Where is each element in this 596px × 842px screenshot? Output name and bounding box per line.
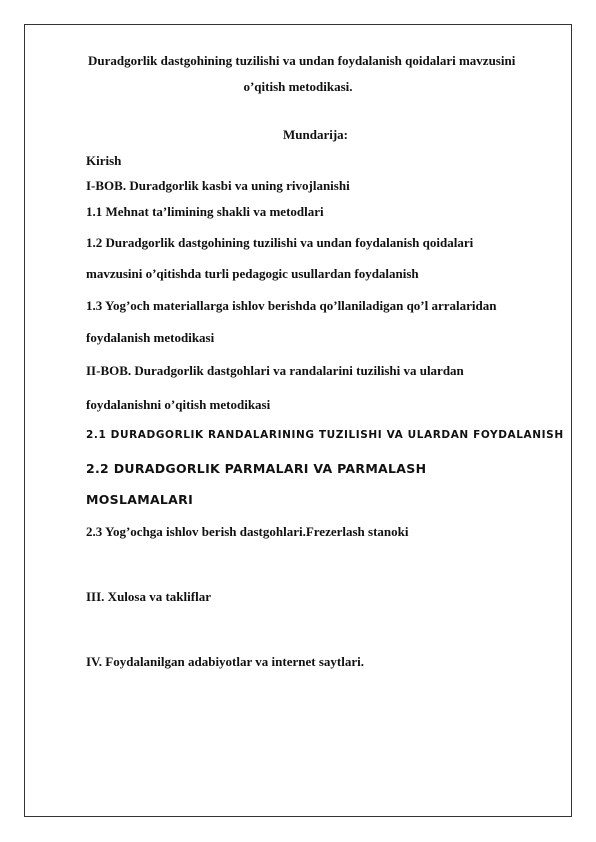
toc-section-2-2-line-2: MOSLAMALARI — [86, 492, 194, 507]
toc-section-1-3-line-2: foydalanish metodikasi — [86, 330, 215, 345]
toc-section-1-2-line-1: 1.2 Duradgorlik dastgohining tuzilishi va undan foydalanish qoidalari — [86, 235, 474, 250]
toc-chapter-2-line-2: foydalanishni o’qitish metodikasi — [86, 397, 271, 412]
toc-section-1-3-line-1: 1.3 Yog’och materiallarga ishlov berishda qo’llaniladigan qo’l arralaridan — [86, 298, 497, 313]
document-title-line-1: Duradgorlik dastgohining tuzilishi va undan foydalanish qoidalari mavzusini — [88, 53, 516, 68]
toc-section-1-1: 1.1 Mehnat ta’limining shakli va metodlari — [86, 204, 324, 219]
toc-section-2-1: 2.1 DURADGORLIK RANDALARINING TUZILISHI VA ULARDAN FOYDALANISH — [86, 429, 564, 441]
toc-kirish: Kirish — [86, 153, 122, 168]
toc-section-2-3: 2.3 Yog’ochga ishlov berish dastgohlari.Frezerlash stanoki — [86, 524, 409, 539]
contents-heading: Mundarija: — [283, 127, 348, 142]
toc-section-1-2-line-2: mavzusini o’qitishda turli pedagogic usullardan foydalanish — [86, 266, 419, 281]
document-title-line-2: o’qitish metodikasi. — [243, 79, 353, 94]
toc-chapter-1: I-BOB. Duradgorlik kasbi va uning rivojlanishi — [86, 178, 350, 193]
toc-section-2-2-line-1: 2.2 DURADGORLIK PARMALARI VA PARMALASH — [86, 461, 427, 476]
toc-chapter-2-line-1: II-BOB. Duradgorlik dastgohlari va randalarini tuzilishi va ulardan — [86, 363, 464, 378]
toc-chapter-4: IV. Foydalanilgan adabiyotlar va internet saytlari. — [86, 654, 364, 669]
toc-chapter-3: III. Xulosa va takliflar — [86, 589, 211, 604]
